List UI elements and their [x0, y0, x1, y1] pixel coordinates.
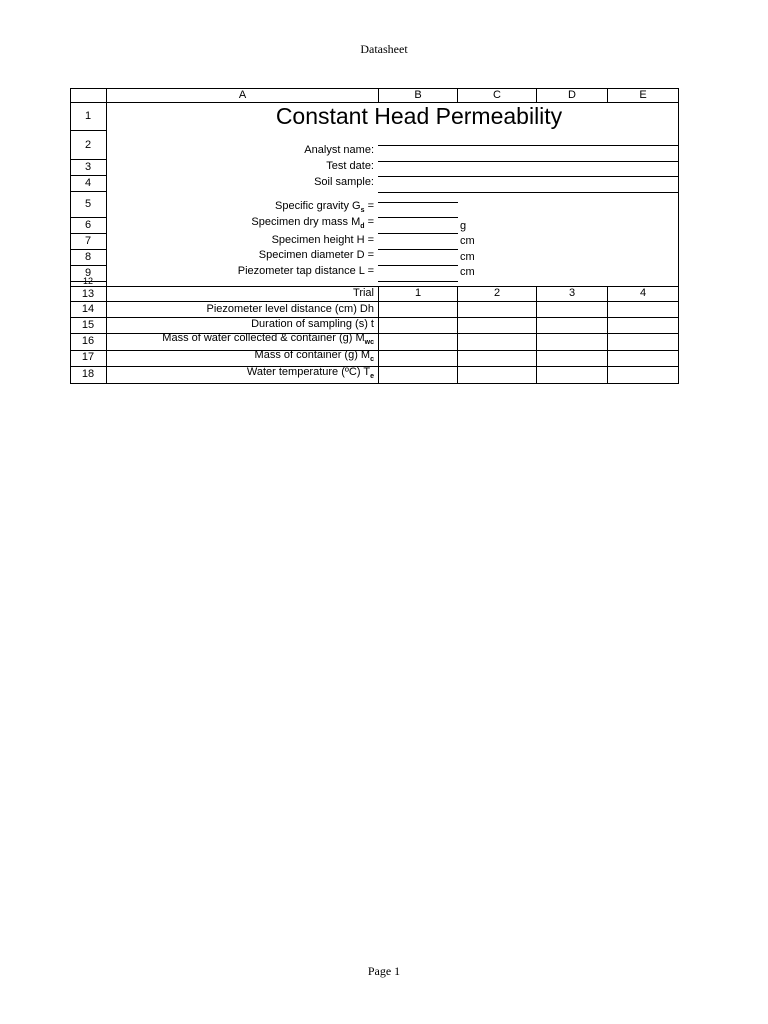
row-line: [70, 191, 107, 192]
row-header-17[interactable]: 17: [81, 351, 95, 363]
row-header-13[interactable]: 13: [81, 288, 95, 300]
specimen-diameter-label: Specimen diameter D =: [258, 249, 374, 261]
trial-3-header: 3: [568, 287, 576, 299]
row-line: [70, 130, 107, 131]
col-header-b[interactable]: B: [414, 89, 422, 101]
trial-4-header: 4: [639, 287, 647, 299]
specific-gravity-label: [275, 200, 374, 213]
water-container-mass-sub: wc: [364, 339, 374, 346]
specific-gravity-text: Specific gravity G: [275, 200, 361, 212]
trial-cell[interactable]: [458, 351, 536, 366]
test-date-label: Test date:: [326, 160, 374, 172]
page-header: Datasheet: [360, 42, 408, 56]
trial-cell[interactable]: [608, 334, 678, 349]
specimen-height-field[interactable]: [378, 235, 458, 250]
row-header-divider: [106, 88, 107, 384]
specific-gravity-field[interactable]: [378, 203, 458, 218]
dry-mass-suffix: =: [364, 216, 374, 228]
trial-cell[interactable]: [537, 367, 607, 382]
water-container-mass-label: [162, 332, 374, 345]
trial-cell[interactable]: [379, 334, 457, 349]
specific-gravity-sub: s: [360, 207, 365, 214]
row-header-18[interactable]: 18: [81, 368, 95, 380]
row-header-12[interactable]: 12: [82, 276, 93, 286]
water-container-mass-text: Mass of water collected & container (g) M: [162, 332, 365, 344]
dry-mass-field[interactable]: [378, 219, 458, 234]
specimen-height-label: Specimen height H =: [271, 234, 374, 246]
tap-distance-label: Piezometer tap distance L =: [237, 265, 374, 277]
test-date-field[interactable]: [378, 161, 679, 175]
specimen-height-unit: cm: [460, 235, 475, 247]
row-line: [70, 217, 107, 218]
col-header-a[interactable]: A: [238, 89, 247, 101]
trial-label: Trial: [353, 287, 374, 299]
trial-cell[interactable]: [537, 351, 607, 366]
col-header-c[interactable]: C: [493, 89, 501, 101]
dry-mass-sub: d: [360, 223, 365, 230]
page-footer: Page 1: [367, 964, 401, 978]
row-header-6[interactable]: 6: [84, 219, 92, 231]
trial-cell[interactable]: [537, 302, 607, 317]
sheet-title: Constant Head Permeability: [275, 103, 563, 129]
tap-distance-unit: cm: [460, 266, 475, 278]
trial-cell[interactable]: [379, 351, 457, 366]
row-header-15[interactable]: 15: [81, 319, 95, 331]
trial-cell[interactable]: [608, 367, 678, 382]
piezometer-level-label: Piezometer level distance (cm) Dh: [206, 303, 374, 315]
soil-sample-field[interactable]: [378, 176, 679, 193]
specimen-diameter-unit: cm: [460, 251, 475, 263]
trial-cell[interactable]: [458, 318, 536, 333]
row-header-7[interactable]: 7: [84, 235, 92, 247]
water-temperature-label: [247, 366, 374, 379]
row-header-14[interactable]: 14: [81, 303, 95, 315]
trial-cell[interactable]: [608, 318, 678, 333]
col-header-e[interactable]: E: [639, 89, 647, 101]
container-mass-label: [255, 349, 374, 362]
sampling-duration-label: Duration of sampling (s) t: [251, 318, 374, 330]
trial-cell[interactable]: [379, 367, 457, 382]
soil-sample-label: Soil sample:: [314, 176, 374, 188]
row-line: [70, 265, 107, 266]
trial-1-header: 1: [414, 287, 422, 299]
specimen-diameter-field[interactable]: [378, 251, 458, 266]
water-temperature-text: Water temperature (ºC) T: [246, 366, 371, 378]
tap-distance-field[interactable]: [378, 267, 458, 282]
border-right: [678, 88, 679, 384]
trial-cell[interactable]: [608, 302, 678, 317]
analyst-name-label: Analyst name:: [304, 144, 374, 156]
trial-2-header: 2: [493, 287, 501, 299]
row-header-16[interactable]: 16: [81, 335, 95, 347]
row-header-4[interactable]: 4: [84, 177, 92, 189]
trial-cell[interactable]: [537, 334, 607, 349]
dry-mass-text: Specimen dry mass M: [251, 216, 361, 228]
analyst-name-field[interactable]: [378, 145, 679, 162]
container-mass-sub: c: [370, 356, 374, 363]
row-line: [70, 175, 107, 176]
row-line: [70, 159, 107, 160]
dry-mass-unit: g: [460, 220, 467, 232]
trial-cell[interactable]: [458, 367, 536, 382]
dry-mass-label: [251, 216, 374, 229]
trial-cell[interactable]: [608, 351, 678, 366]
trial-cell[interactable]: [379, 318, 457, 333]
row-header-2[interactable]: 2: [84, 139, 92, 151]
trial-cell[interactable]: [458, 334, 536, 349]
col-header-d[interactable]: D: [568, 89, 576, 101]
container-mass-text: Mass of container (g) M: [254, 349, 371, 361]
spreadsheet: [70, 88, 679, 384]
water-temperature-sub: e: [370, 373, 374, 380]
trial-cell[interactable]: [537, 318, 607, 333]
row-line: [70, 249, 107, 250]
row-header-5[interactable]: 5: [84, 198, 92, 210]
row-line: [70, 233, 107, 234]
specific-gravity-suffix: =: [364, 200, 374, 212]
trial-cell[interactable]: [379, 302, 457, 317]
border-bottom: [70, 383, 679, 384]
row-header-1[interactable]: 1: [84, 110, 92, 122]
row-header-9[interactable]: 9: [84, 267, 92, 279]
trial-cell[interactable]: [458, 302, 536, 317]
row-header-3[interactable]: 3: [84, 161, 92, 173]
row-header-8[interactable]: 8: [84, 251, 92, 263]
